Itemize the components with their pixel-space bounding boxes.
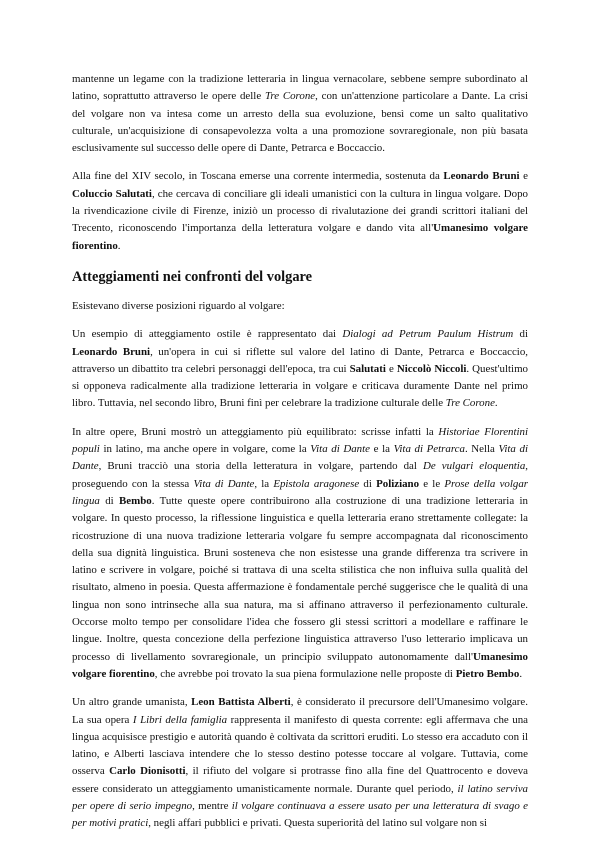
text-run: rappresenta il manifesto di questa corrente: egli affermava che una lingua acquisisce prestigio e autorità quando è coltivata da scrittori eruditi. Lo stesso era accaduto con il latino, e Alberti lasciava intendere che lo stesso destino potesse toccare al volgare. Tuttavia, come osserva (72, 713, 529, 778)
bold-text: Poliziano (376, 477, 420, 490)
italic-text: Prose della volgar lingua (72, 477, 528, 507)
text-run: , il rifiuto del volgare si protrasse fino alla fine del Quattrocento e doveva essere considerato un atteggiamento umanisticamente normale. Durante quel periodo, (72, 765, 528, 795)
text-run: In altre opere, Bruni mostrò un atteggiamento più equilibrato: scrisse infatti la (72, 425, 439, 438)
bold-text: Salutati (349, 362, 386, 375)
paragraph-1 (72, 71, 528, 157)
bold-text: Pietro Bembo (455, 667, 520, 680)
text-run: , negli affari pubblici e privati. Questa superiorità del latino sul volgare non si (148, 817, 488, 830)
bold-text: Leonardo Bruni (72, 345, 151, 358)
text-run: Un altro grande umanista, (72, 696, 192, 709)
bold-text: Carlo Dionisotti (109, 765, 186, 778)
bold-text: Leon Battista Alberti (191, 696, 291, 709)
text-run: , con un'attenzione particolare a Dante. La crisi del volgare non va intesa come un arresto della sua evoluzione, bensì come un salto qualitativo culturale, un'acquisizione di consapevolezza volta a una promozione sovraregionale, non più basata esclusivamente sul successo delle opere di Dante, Petrarca e Boccaccio. (72, 90, 528, 155)
text-run: mantenne un legame con la tradizione letteraria in lingua vernacolare, sebbene sempre subordinato al latino, soprattutto attraverso le opere delle (72, 73, 528, 103)
text-run: , la (254, 477, 274, 490)
text-run: e (519, 170, 528, 183)
text-run: . (117, 239, 121, 252)
text-run: , proseguendo con la stessa (72, 460, 528, 490)
bold-text: Umanesimo volgare fiorentino (72, 650, 528, 680)
paragraph-2 (72, 168, 528, 254)
text-run: e le (419, 477, 445, 490)
italic-text: Vita di Dante (72, 443, 528, 473)
text-run: , è considerato il precursore dell'Umanesimo volgare. La sua opera (72, 696, 528, 726)
text-run: , che avrebbe poi trovato la sua piena formulazione nelle proposte di (154, 667, 456, 680)
text-run: e la (369, 443, 394, 456)
section-heading: Atteggiamenti nei confronti del volgare (72, 268, 313, 285)
text-run: di (359, 477, 377, 490)
text-run: Un esempio di atteggiamento ostile è rappresentato dai (72, 328, 343, 341)
text-run: . Tutte queste opere contribuirono alla costruzione di una tradizione letteraria in volgare. In questo processo, la riflessione linguistica e quella letteraria erano strettamente collegate: la ricostruzione di una nuova tradizione letteraria volgare fu sempre accompagnata dal riconoscimento della sua dignità linguistica. Bruni sosteneva che non esistesse una grande differenza tra scrivere in latino e scrivere in volgare, poiché si trattava di una scelta stilistica che non influiva sulla qualità del risultato, almeno in poesia. Questa affermazione è fondamentale perché suggerisce che le qualità di una lingua non sono intrinseche alla sua natura, ma si affinano attraverso il perfezionamento culturale. Occorse molto tempo per consolidare l'idea che fossero gli stessi scrittori a modellare e raffinare le lingue. Inoltre, questa concezione della perfezione linguistica attraverso l'uso letterario implicava un processo di livellamento sovraregionale, un principio sviluppato autonomamente dall' (72, 494, 528, 663)
bold-text: Leonardo Bruni (443, 170, 520, 183)
italic-text: Epistola aragonese (273, 477, 360, 490)
text-run: in latino, ma anche opere in volgare, come la (99, 443, 311, 456)
italic-text: Tre Corone (445, 397, 495, 410)
bold-text: Umanesimo volgare fiorentino (72, 222, 528, 252)
text-run: di (99, 494, 120, 507)
italic-text: Vita di Dante (310, 443, 370, 456)
text-run: di (513, 328, 528, 341)
text-run: , mentre (192, 799, 232, 812)
italic-text: I Libri della famiglia (132, 713, 228, 726)
text-run: . (494, 397, 498, 410)
paragraph-4 (72, 326, 528, 412)
italic-text: Tre Corone (264, 90, 316, 103)
bold-text: Bembo (119, 494, 152, 507)
italic-text: il latino serviva per opere di serio impegno (72, 782, 528, 812)
italic-text: Historiae Florentini populi (72, 425, 528, 456)
italic-text: il volgare continuava a essere usato per una letteratura di svago e per motivi pratici (72, 799, 528, 830)
text-run: Esistevano diverse posizioni riguardo al volgare: (72, 299, 285, 312)
bold-text: Coluccio Salutati (72, 187, 152, 200)
text-run: . Nella (464, 443, 499, 456)
text-run: Alla fine del XIV secolo, in Toscana emerse una corrente intermedia, sostenuta da (72, 170, 444, 183)
text-run: , un'opera in cui si riflette sul valore del latino di Dante, Petrarca e Boccaccio, attraverso un dibattito tra celebri personaggi dell'epoca, tra cui (72, 345, 528, 375)
bold-text: Niccolò Niccoli (396, 362, 467, 375)
text-run: , Bruni tracciò una storia della letteratura in volgare, partendo dal (98, 460, 423, 473)
text-run: . Quest'ultimo si opponeva radicalmente alla tradizione letteraria in volgare e criticava duramente Dante nel primo libro. Tuttavia, nel secondo libro, Bruni finì per celebrare la tradizione culturale delle (72, 362, 528, 410)
paragraph-5 (72, 424, 528, 683)
italic-text: Dialogi ad Petrum Paulum Histrum (342, 328, 514, 341)
paragraph-3 (72, 298, 528, 315)
text-run: , che cercava di conciliare gli ideali umanistici con la cultura in lingua volgare. Dopo la rivendicazione civile di Firenze, iniziò un processo di rivalutazione dei grandi scrittori italiani del Trecento, riconoscendo l'importanza della letteratura volgare e dando vita all' (72, 187, 528, 235)
text-run: . (519, 667, 523, 680)
text-run: e (385, 362, 397, 375)
italic-text: Vita di Dante (193, 477, 255, 490)
italic-text: Vita di Petrarca (393, 443, 465, 456)
paragraph-6 (72, 694, 528, 832)
italic-text: De vulgari eloquentia (423, 460, 526, 473)
